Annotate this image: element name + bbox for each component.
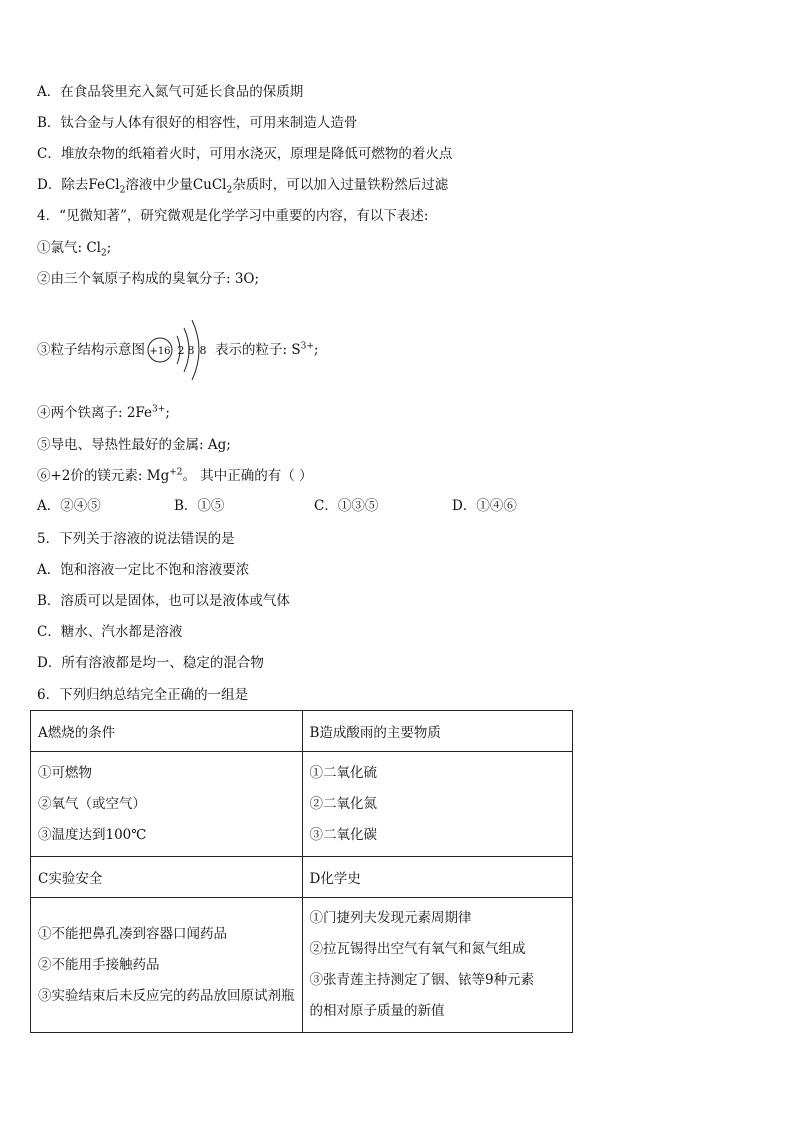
- q4-item-3-sup: 3+: [300, 341, 314, 352]
- q3-option-a: A．在食品袋里充入氮气可延长食品的保质期: [37, 84, 304, 100]
- cell-a-item-3: ③温度达到100℃: [38, 826, 147, 843]
- q4-option-a: A．②④⑤: [37, 498, 101, 514]
- q4-stem: 4．“见微知著”，研究微观是化学学习中重要的内容，有以下表述:: [37, 208, 429, 224]
- atom-structure-diagram: [147, 320, 219, 380]
- cell-b-items: [302, 752, 573, 857]
- atom-shell-1: 2: [177, 344, 185, 357]
- cell-d-title: D化学史: [302, 857, 573, 898]
- cell-d-item-4: 的相对原子质量的新值: [309, 1003, 445, 1019]
- cell-c-item-1: ①不能把鼻孔凑到容器口闻药品: [38, 925, 227, 942]
- q3-option-b: B．钛合金与人体有很好的相容性，可用来制造人造骨: [37, 115, 358, 131]
- q5-option-b: B．溶质可以是固体，也可以是液体或气体: [37, 593, 290, 609]
- cell-d-item-1: ①门捷列夫发现元素周期律: [309, 910, 472, 926]
- q3-d-sub2: 2: [226, 185, 233, 196]
- q4-item-1-text: ①氯气: Cl: [37, 240, 101, 256]
- cell-a-title: A燃烧的条件: [31, 711, 303, 752]
- q4-item-6-text: ⑥+2价的镁元素: Mg: [37, 468, 170, 484]
- q4-item-3: [37, 320, 437, 380]
- q4-item-3-suffix: [215, 341, 318, 359]
- atom-shell-3: 8: [199, 344, 207, 357]
- q3-d-part1: D．除去FeCl: [37, 177, 120, 193]
- q4-item-5: ⑤导电、导热性最好的金属: Ag;: [37, 437, 231, 453]
- q4-item-2: ②由三个氧原子构成的臭氧分子: 3O;: [37, 271, 260, 287]
- cell-c-items: [31, 898, 303, 1033]
- cell-b-item-3: ③二氧化碳: [309, 826, 377, 843]
- cell-c-item-2: ②不能用手接触药品: [38, 956, 160, 973]
- q4-item-6-end: 。 其中正确的有（ ）: [182, 468, 313, 484]
- cell-a-item-1: ①可燃物: [38, 764, 92, 781]
- cell-c-title: C实验安全: [31, 857, 303, 898]
- q3-d-part3: 杂质时，可以加入过量铁粉然后过滤: [232, 177, 449, 193]
- cell-b-item-1: ①二氧化硫: [309, 764, 377, 781]
- q3-option-c: C．堆放杂物的纸箱着火时，可用水浇灭，原理是降低可燃物的着火点: [37, 146, 453, 162]
- q4-item-6-sup: +2: [169, 467, 183, 478]
- q5-option-d: D．所有溶液都是均一、稳定的混合物: [37, 655, 264, 671]
- q6-summary-table: [30, 710, 573, 1033]
- q4-item-4-text: ④两个铁离子: 2Fe: [37, 405, 153, 421]
- q3-d-part2: 溶液中少量CuCl: [125, 177, 227, 193]
- q5-stem: 5．下列关于溶液的说法错误的是: [37, 531, 235, 547]
- q4-item-1: [37, 239, 111, 257]
- q6-stem: 6．下列归纳总结完全正确的一组是: [37, 687, 249, 703]
- q4-option-d: D．①④⑥: [452, 498, 517, 514]
- q4-option-b: B．①⑤: [174, 498, 225, 514]
- q4-options: [37, 497, 557, 515]
- q5-option-c: C．糖水、汽水都是溶液: [37, 624, 183, 640]
- q4-item-4: [37, 404, 170, 422]
- q4-item-4-end: ;: [165, 405, 170, 421]
- atom-nucleus: +16: [149, 346, 171, 357]
- cell-d-item-3: ③张青莲主持测定了铟、铱等9种元素: [309, 972, 535, 988]
- q4-item-3-end: ;: [313, 342, 319, 358]
- q4-item-1-sub: 2: [101, 248, 107, 259]
- cell-a-items: [31, 752, 303, 857]
- q3-d-sub1: 2: [119, 185, 126, 196]
- cell-d-items: [302, 898, 573, 1033]
- q4-item-3-text: ③粒子结构示意图: [37, 342, 145, 358]
- cell-c-item-3: ③实验结束后未反应完的药品放回原试剂瓶: [38, 987, 295, 1004]
- q4-item-4-sup: 3+: [152, 404, 166, 415]
- q4-option-c: C．①③⑤: [314, 498, 379, 514]
- atom-shell-2: 8: [187, 344, 195, 357]
- cell-b-item-2: ②二氧化氮: [309, 795, 377, 812]
- q4-item-3-particle: 表示的粒子: S: [215, 342, 301, 358]
- q5-option-a: A．饱和溶液一定比不饱和溶液要浓: [37, 562, 250, 578]
- q3-option-d: [37, 176, 448, 194]
- cell-a-item-2: ②氧气（或空气）: [38, 795, 146, 812]
- cell-b-title: B造成酸雨的主要物质: [302, 711, 573, 752]
- q4-item-6: [37, 467, 313, 485]
- q4-item-1-end: ;: [106, 240, 112, 256]
- cell-d-item-2: ②拉瓦锡得出空气有氧气和氮气组成: [309, 941, 526, 957]
